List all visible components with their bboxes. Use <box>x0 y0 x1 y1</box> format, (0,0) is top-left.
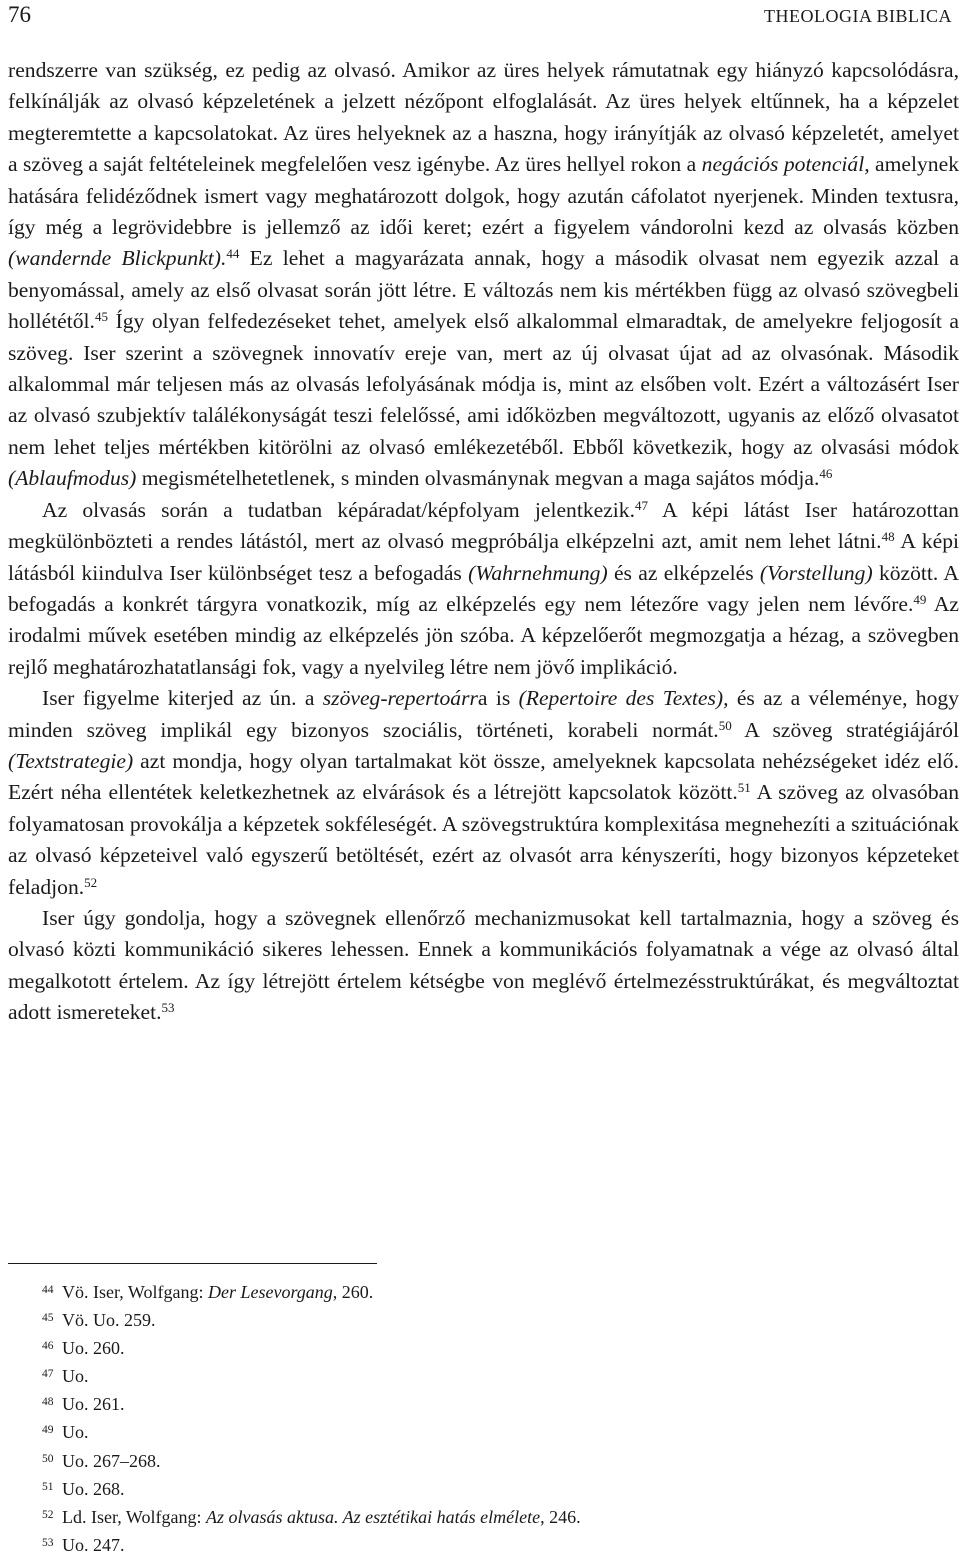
footnote-ref[interactable]: 53 <box>161 1000 175 1016</box>
footnote-ref[interactable]: 51 <box>737 780 751 796</box>
footnote-number: 47 <box>42 1368 54 1381</box>
footnote-number: 45 <box>42 1312 54 1325</box>
footnote: 50 Uo. 267–268. <box>42 1446 922 1474</box>
paragraph-1: rendszerre van szükség, ez pedig az olvasó. Amikor az üres helyek rámutatnak egy hiányzó kapcsolódásra, felkínálják az olvasó képzeletének a jelzett nézőpont elfoglalását. Az üres helyek eltűnnek, ha a képzelet megteremtette a kapcsolatokat. Az üres helyeknek az a haszna, hogy irányítják az olvasó képzeletét, amelyet a szöveg a saját feltételeinek megfelelően vesz igénybe. Az üres hellyel rokon a negációs potenciál, amelynek hatására felidéződnek ismert vagy meghatározott dolgok, hogy azután cáfolatot nyerjenek. Minden textusra, így még a legrövidebbre is jellemző az idői keret; ezért a figyelem vándorolni kezd az olvasás közben (wandernde Blickpunkt).$^{44}$ Ez lehet a magyarázata annak, hogy a második olvasat nem egyezik azzal a benyomással, amely az első olvasat során jött létre. E változás nem kis mértékben függ az olvasó szövegbeli hollététől.$^{45}$ Így olyan felfedezéseket tehet, amelyek első alkalommal elmaradtak, de amelyekre feljogosít a szöveg. Iser szerint a szövegnek innovatív ereje van, mert az új olvasat újat ad az olvasónak. Második alkalommal már teljesen más az olvasás lefolyásának módja is, mint az elsőben volt. Ezért a változásért Iser az olvasó szubjektív találékonyságát teszi felelőssé, ami időközben megváltozott, ugyanis az előző olvasatot nem lehet teljes mértékben kitörölni az olvasó emlékezetéből. Ebből következik, hogy az olvasási módok (Ablaufmodus) megismételhetetlenek, s minden olvasmánynak megvan a maga sajátos módja.$^{46}$ <box>8 58 959 491</box>
footnote: 52 Ld. Iser, Wolfgang: Az olvasás aktusa. Az esztétikai hatás elmélete, 246. <box>42 1502 922 1530</box>
footnote-ref[interactable]: 44 <box>226 246 240 262</box>
footnote-ref[interactable]: 49 <box>913 591 927 607</box>
emphasis: (Ablaufmodus) <box>8 466 137 491</box>
page-header <box>8 0 952 32</box>
emphasis: (Textstrategie) <box>8 748 134 773</box>
emphasis: (Wahrnehmung) <box>468 560 608 585</box>
footnotes <box>42 1277 922 1558</box>
body-text <box>8 55 959 1029</box>
paragraph-2: Az olvasás során a tudatban képáradat/képfolyam jelentkezik.$^{47}$ A képi látást Iser határozottan megkülönbözteti a rendes látástól, mert az olvasó megpróbálja elképzelni azt, amit nem lehet látni.$^{48}$ A képi látásból kiindulva Iser különbséget tesz a befogadás (Wahrnehmung) és az elképzelés (Vorstellung) között. A befogadás a konkrét tárgyra vonatkozik, míg az elképzelés egy nem létezőre vagy jelen nem lévőre.$^{49}$ Az irodalmi művek esetében mindig az elképzelés jön szóba. A képzelőerőt megmozgatja a hézag, a szövegben rejlő meghatározhatatlansági fok, vagy a nyelvileg létre nem jövő implikáció. <box>8 497 959 679</box>
footnote: 46 Uo. 260. <box>42 1333 922 1361</box>
footnote: 51 Uo. 268. <box>42 1474 922 1502</box>
footnote-separator <box>8 1263 377 1264</box>
footnote-ref[interactable]: 50 <box>718 717 732 733</box>
running-head: THEOLOGIA BIBLICA <box>764 6 952 26</box>
footnote-ref[interactable]: 45 <box>94 309 108 325</box>
footnote: 49 Uo. <box>42 1417 922 1445</box>
emphasis: negációs potenciál, <box>701 152 870 177</box>
footnote-number: 52 <box>42 1508 54 1521</box>
footnote-number: 51 <box>42 1480 54 1493</box>
emphasis: (Repertoire des Textes), <box>518 686 729 711</box>
footnote: 48 Uo. 261. <box>42 1389 922 1417</box>
footnote-ref[interactable]: 48 <box>881 529 895 545</box>
paragraph-4: Iser úgy gondolja, hogy a szövegnek ellenőrző mechanizmusokat kell tartalmaznia, hogy a szöveg és olvasó közti kommunikáció sikeres lehessen. Ennek a kommunikációs folyamatnak a vége az olvasó által megalkotott értelem. Az így létrejött értelem kétségbe von meglévő értelmezésstruktúrákat, és megváltoztat adott ismereteket.$^{53}$ <box>8 905 959 1025</box>
footnote-number: 46 <box>42 1340 54 1353</box>
footnote-ref[interactable]: 46 <box>819 466 833 482</box>
footnote-number: 50 <box>42 1452 54 1465</box>
footnote-number: 49 <box>42 1424 54 1437</box>
emphasis: szöveg-repertoárr <box>322 686 478 711</box>
emphasis: (wandernde Blickpunkt). <box>8 246 227 271</box>
emphasis: (Vorstellung) <box>759 560 873 585</box>
footnote: 45 Vö. Uo. 259. <box>42 1305 922 1333</box>
footnote: 53 Uo. 247. <box>42 1530 922 1558</box>
footnote-number: 53 <box>42 1536 54 1549</box>
footnote: 47 Uo. <box>42 1361 922 1389</box>
footnote-ref[interactable]: 47 <box>634 497 648 513</box>
paragraph-3: Iser figyelme kiterjed az ún. a szöveg-repertoárra is (Repertoire des Textes), és az a véleménye, hogy minden szöveg implikál egy bizonyos szociális, történeti, korabeli normát.$^{50}$ A szöveg stratégiájáról (Textstrategie) azt mondja, hogy olyan tartalmakat köt össze, amelyeknek kapcsolata nehézségeket idéz elő. Ezért néha ellentétek keletkezhetnek az elvárások és a létrejött kapcsolatok között.$^{51}$ A szöveg az olvasóban folyamatosan provokálja a képzetek sokféleségét. A szövegstruktúra komplexitása megnehezíti a szituációnak az olvasó képzeteivel való egyszerű betöltését, ezért az olvasót arra kényszeríti, hogy bizonyos képzeteket feladjon.$^{52}$ <box>8 686 959 899</box>
page-number: 76 <box>8 2 31 27</box>
footnote-ref[interactable]: 52 <box>84 874 98 890</box>
footnote-number: 44 <box>42 1284 54 1296</box>
footnote-number: 48 <box>42 1396 54 1409</box>
footnote: 44 Vö. Iser, Wolfgang: Der Lesevorgang, 260. <box>42 1277 922 1305</box>
